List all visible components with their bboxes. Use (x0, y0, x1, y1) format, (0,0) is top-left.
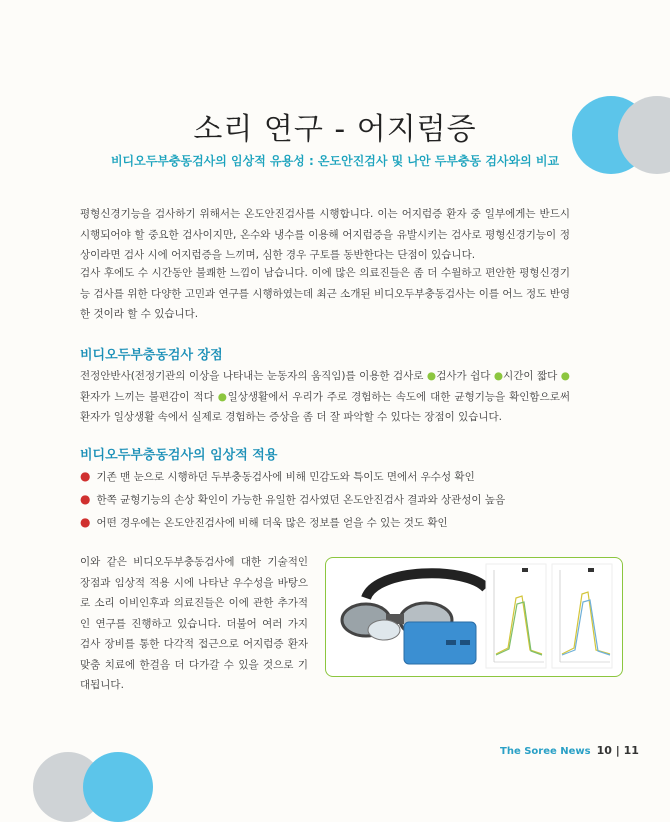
page-numbers: 10 | 11 (596, 744, 639, 757)
closing-paragraph: 이와 같은 비디오두부충동검사에 대한 기술적인 장점과 임상적 적용 시에 나타난 우수성을 바탕으로 소리 이비인후과 의료진들은 이에 관한 추가적인 연구를 진행하고 있습니다. 더불어 여러 가지 검사 장비를 통한 다각적 접근으로 어지럼증 환자 맞춤 치료에 한걸음 더 다가갈 수 있을 것으로 기대됩니다. (80, 556, 308, 691)
red-bullet-icon: ● (80, 492, 91, 506)
advantage-point-2: 시간이 짧다 (503, 370, 558, 382)
green-bullet-icon: ● (217, 390, 228, 403)
advantage-point-1: 검사가 쉽다 (436, 370, 491, 382)
list-item (80, 511, 580, 534)
footer-brand: The Soree News (500, 746, 591, 757)
page-subtitle: 비디오두부충동검사의 임상적 유용성 : 온도안진검사 및 나안 두부충동 검사와의 비교 (110, 154, 560, 168)
list-item-text: 기존 맨 눈으로 시행하던 두부충동검사에 비해 민감도와 특이도 면에서 우수성 확인 (96, 471, 475, 483)
clinical-list (80, 465, 580, 534)
list-item-text: 한쪽 균형기능의 손상 확인이 가능한 유일한 검사였던 온도안진검사 결과와 상관성이 높음 (96, 494, 506, 506)
advantages-text (80, 366, 570, 428)
clinical-heading: 비디오두부충동검사의 임상적 적용 (80, 448, 278, 463)
decor-circle-blue-bottom (83, 752, 153, 822)
intro-paragraph-1: 평형신경기능을 검사하기 위해서는 온도안진검사를 시행합니다. 이는 어지럼증 환자 중 일부에게는 반드시 시행되어야 할 중요한 검사이지만, 온수와 냉수를 이용해 어지럼증을 유발시키는 검사로 평형신경기능이 정상이라면 검사 시에 어지럼증을 느끼며, 심한 경우 구토를 동반한다는 단점이 있습니다. (80, 208, 570, 261)
page-footer (500, 744, 640, 757)
advantages-intro: 전정안반사(전정기관의 이상을 나타내는 눈동자의 움직임)를 이용한 검사로 (80, 370, 427, 382)
red-bullet-icon: ● (80, 469, 91, 483)
vhit-goggles-image (326, 558, 622, 676)
list-item (80, 465, 580, 488)
list-item-text: 어떤 경우에는 온도안진검사에 비해 더욱 많은 정보를 얻을 수 있는 것도 확인 (96, 517, 448, 529)
list-item (80, 488, 580, 511)
red-bullet-icon: ● (80, 515, 91, 529)
green-bullet-icon: ● (493, 370, 504, 382)
advantage-point-3: 환자가 느끼는 불편감이 적다 (80, 390, 214, 403)
green-bullet-icon: ● (426, 370, 437, 382)
green-bullet-icon: ● (560, 370, 570, 382)
page-title: 소리 연구 - 어지럼증 (193, 112, 477, 147)
equipment-figure (325, 557, 623, 677)
advantage-point-4: 일상생활에서 우리가 주로 경험하는 속도에 대한 균형기능을 확인함으로써 환자가 일상생활 속에서 실제로 경험하는 증상을 좀 더 잘 파악할 수 있다는 장점이 있습니다. (80, 390, 570, 423)
advantages-heading: 비디오두부충동검사 장점 (80, 348, 223, 363)
intro-paragraph-2: 검사 후에도 수 시간동안 불쾌한 느낌이 남습니다. 이에 많은 의료진들은 좀 더 수월하고 편안한 평형신경기능 검사를 위한 다양한 고민과 연구를 시행하였는데 최근 소개된 비디오두부충동검사는 이를 어느 정도 반영한 것이라 할 수 있습니다. (80, 267, 570, 320)
